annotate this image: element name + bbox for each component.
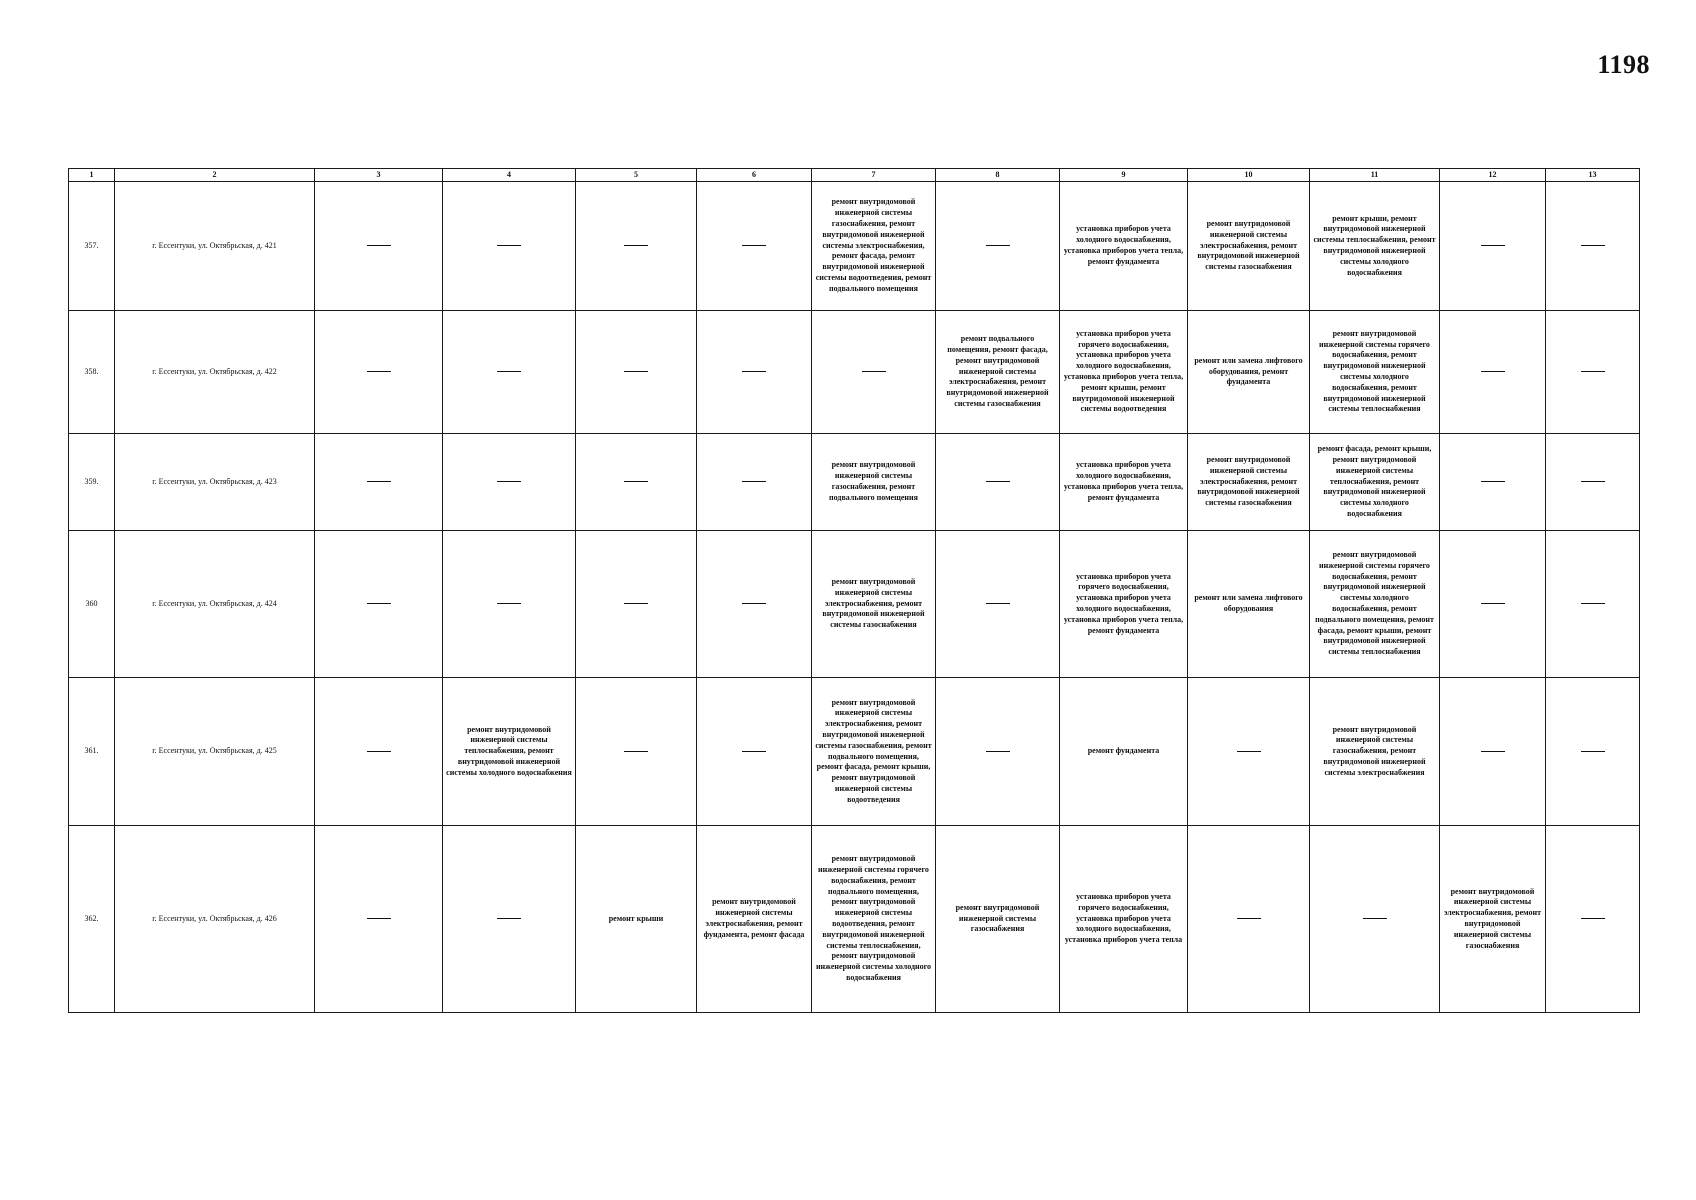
work-cell-col-7: ремонт внутридомовой инженерной системы газоснабжения, ремонт подвального помещения	[812, 434, 936, 531]
dash-mark	[986, 751, 1010, 752]
empty-cell-col-13	[1546, 826, 1640, 1013]
empty-cell-col-3	[315, 434, 443, 531]
row-number: 361.	[69, 678, 115, 826]
table-row	[69, 182, 1640, 311]
table-row	[69, 531, 1640, 678]
empty-cell-col-10	[1188, 678, 1310, 826]
row-number: 359.	[69, 434, 115, 531]
empty-cell-col-4	[443, 531, 576, 678]
work-cell-col-9: установка приборов учета холодного водоснабжения, установка приборов учета тепла, ремонт фундамента	[1060, 434, 1188, 531]
col-header-10: 10	[1188, 169, 1310, 182]
dash-mark	[1237, 751, 1261, 752]
dash-mark	[1481, 603, 1505, 604]
empty-cell-col-13	[1546, 434, 1640, 531]
empty-cell-col-4	[443, 311, 576, 434]
address-cell: г. Ессентуки, ул. Октябрьская, д. 425	[115, 678, 315, 826]
work-cell-col-6: ремонт внутридомовой инженерной системы электроснабжения, ремонт фундамента, ремонт фасада	[697, 826, 812, 1013]
col-header-1: 1	[69, 169, 115, 182]
empty-cell-col-3	[315, 826, 443, 1013]
work-cell-col-12: ремонт внутридомовой инженерной системы электроснабжения, ремонт внутридомовой инженерной системы газоснабжения	[1440, 826, 1546, 1013]
empty-cell-col-12	[1440, 182, 1546, 311]
dash-mark	[624, 481, 648, 482]
page-number: 1198	[1597, 50, 1650, 79]
table-body	[69, 182, 1640, 1013]
empty-cell-col-6	[697, 531, 812, 678]
empty-cell-col-13	[1546, 182, 1640, 311]
dash-mark	[367, 245, 391, 246]
work-cell-col-11: ремонт фасада, ремонт крыши, ремонт внутридомовой инженерной системы теплоснабжения, ремонт внутридомовой инженерной системы холодного водоснабжения	[1310, 434, 1440, 531]
empty-cell-col-5	[576, 531, 697, 678]
empty-cell-col-4	[443, 434, 576, 531]
dash-mark	[624, 751, 648, 752]
table-row	[69, 826, 1640, 1013]
dash-mark	[1581, 603, 1605, 604]
dash-mark	[742, 245, 766, 246]
dash-mark	[986, 481, 1010, 482]
empty-cell-col-5	[576, 311, 697, 434]
col-header-5: 5	[576, 169, 697, 182]
table-row	[69, 678, 1640, 826]
dash-mark	[497, 603, 521, 604]
row-number: 357.	[69, 182, 115, 311]
dash-mark	[624, 603, 648, 604]
col-header-6: 6	[697, 169, 812, 182]
dash-mark	[1481, 481, 1505, 482]
work-cell-col-8: ремонт подвального помещения, ремонт фасада, ремонт внутридомовой инженерной системы электроснабжения, ремонт внутридомовой инженерной системы газоснабжения	[936, 311, 1060, 434]
dash-mark	[624, 245, 648, 246]
work-cell-col-9: установка приборов учета горячего водоснабжения, установка приборов учета холодного водоснабжения, установка приборов учета тепла, ремонт крыши, ремонт внутридомовой инженерной системы водоотведения	[1060, 311, 1188, 434]
dash-mark	[1581, 918, 1605, 919]
dash-mark	[497, 481, 521, 482]
work-cell-col-9: установка приборов учета горячего водоснабжения, установка приборов учета холодного водоснабжения, установка приборов учета тепла, ремонт фундамента	[1060, 531, 1188, 678]
work-cell-col-5: ремонт крыши	[576, 826, 697, 1013]
work-cell-col-9: установка приборов учета холодного водоснабжения, установка приборов учета тепла, ремонт фундамента	[1060, 182, 1188, 311]
empty-cell-col-8	[936, 678, 1060, 826]
repair-schedule-table	[68, 168, 1640, 1013]
empty-cell-col-6	[697, 182, 812, 311]
work-cell-col-10: ремонт внутридомовой инженерной системы электроснабжения, ремонт внутридомовой инженерной системы газоснабжения	[1188, 434, 1310, 531]
dash-mark	[1581, 751, 1605, 752]
empty-cell-col-12	[1440, 434, 1546, 531]
work-cell-col-10: ремонт или замена лифтового оборудования	[1188, 531, 1310, 678]
dash-mark	[497, 918, 521, 919]
empty-cell-col-4	[443, 826, 576, 1013]
dash-mark	[1581, 481, 1605, 482]
empty-cell-col-6	[697, 311, 812, 434]
table-row	[69, 434, 1640, 531]
dash-mark	[742, 603, 766, 604]
col-header-7: 7	[812, 169, 936, 182]
empty-cell-col-11	[1310, 826, 1440, 1013]
col-header-8: 8	[936, 169, 1060, 182]
work-cell-col-7: ремонт внутридомовой инженерной системы электроснабжения, ремонт внутридомовой инженерной системы газоснабжения, ремонт подвального помещения, ремонт фасада, ремонт крыши, ремонт внутридомовой инженерной системы водоотведения	[812, 678, 936, 826]
empty-cell-col-13	[1546, 311, 1640, 434]
empty-cell-col-12	[1440, 678, 1546, 826]
dash-mark	[367, 918, 391, 919]
col-header-9: 9	[1060, 169, 1188, 182]
col-header-4: 4	[443, 169, 576, 182]
dash-mark	[742, 371, 766, 372]
dash-mark	[862, 371, 886, 372]
col-header-12: 12	[1440, 169, 1546, 182]
dash-mark	[367, 603, 391, 604]
work-cell-col-7: ремонт внутридомовой инженерной системы горячего водоснабжения, ремонт подвального помещения, ремонт внутридомовой инженерной системы водоотведения, ремонт внутридомовой инженерной системы теплоснабжения, ремонт внутридомовой инженерной системы холодного водоснабжения	[812, 826, 936, 1013]
dash-mark	[367, 481, 391, 482]
empty-cell-col-7	[812, 311, 936, 434]
work-cell-col-11: ремонт внутридомовой инженерной системы горячего водоснабжения, ремонт внутридомовой инженерной системы холодного водоснабжения, ремонт внутридомовой инженерной системы теплоснабжения	[1310, 311, 1440, 434]
dash-mark	[367, 371, 391, 372]
row-number: 358.	[69, 311, 115, 434]
empty-cell-col-5	[576, 182, 697, 311]
dash-mark	[497, 245, 521, 246]
empty-cell-col-3	[315, 182, 443, 311]
table-row	[69, 311, 1640, 434]
address-cell: г. Ессентуки, ул. Октябрьская, д. 426	[115, 826, 315, 1013]
col-header-13: 13	[1546, 169, 1640, 182]
empty-cell-col-5	[576, 678, 697, 826]
empty-cell-col-8	[936, 434, 1060, 531]
empty-cell-col-12	[1440, 531, 1546, 678]
empty-cell-col-8	[936, 182, 1060, 311]
work-cell-col-9: установка приборов учета горячего водоснабжения, установка приборов учета холодного водоснабжения, установка приборов учета тепла	[1060, 826, 1188, 1013]
dash-mark	[497, 371, 521, 372]
empty-cell-col-13	[1546, 678, 1640, 826]
dash-mark	[624, 371, 648, 372]
dash-mark	[1363, 918, 1387, 919]
work-cell-col-7: ремонт внутридомовой инженерной системы электроснабжения, ремонт внутридомовой инженерной системы газоснабжения	[812, 531, 936, 678]
dash-mark	[1481, 751, 1505, 752]
row-number: 362.	[69, 826, 115, 1013]
dash-mark	[742, 751, 766, 752]
column-number-row	[69, 169, 1640, 182]
work-cell-col-4: ремонт внутридомовой инженерной системы теплоснабжения, ремонт внутридомовой инженерной системы холодного водоснабжения	[443, 678, 576, 826]
empty-cell-col-6	[697, 678, 812, 826]
dash-mark	[986, 603, 1010, 604]
dash-mark	[1581, 371, 1605, 372]
work-cell-col-11: ремонт крыши, ремонт внутридомовой инженерной системы теплоснабжения, ремонт внутридомовой инженерной системы холодного водоснабжения	[1310, 182, 1440, 311]
empty-cell-col-8	[936, 531, 1060, 678]
col-header-3: 3	[315, 169, 443, 182]
dash-mark	[1237, 918, 1261, 919]
address-cell: г. Ессентуки, ул. Октябрьская, д. 424	[115, 531, 315, 678]
address-cell: г. Ессентуки, ул. Октябрьская, д. 422	[115, 311, 315, 434]
empty-cell-col-4	[443, 182, 576, 311]
work-cell-col-8: ремонт внутридомовой инженерной системы газоснабжения	[936, 826, 1060, 1013]
work-cell-col-11: ремонт внутридомовой инженерной системы газоснабжения, ремонт внутридомовой инженерной системы электроснабжения	[1310, 678, 1440, 826]
dash-mark	[1481, 371, 1505, 372]
empty-cell-col-6	[697, 434, 812, 531]
work-cell-col-10: ремонт или замена лифтового оборудования, ремонт фундамента	[1188, 311, 1310, 434]
dash-mark	[986, 245, 1010, 246]
work-cell-col-11: ремонт внутридомовой инженерной системы горячего водоснабжения, ремонт внутридомовой инженерной системы холодного водоснабжения, ремонт подвального помещения, ремонт фасада, ремонт крыши, ремонт внутридомовой инженерной системы теплоснабжения	[1310, 531, 1440, 678]
col-header-2: 2	[115, 169, 315, 182]
row-number: 360	[69, 531, 115, 678]
work-cell-col-9: ремонт фундамента	[1060, 678, 1188, 826]
dash-mark	[1581, 245, 1605, 246]
empty-cell-col-3	[315, 531, 443, 678]
work-cell-col-7: ремонт внутридомовой инженерной системы газоснабжения, ремонт внутридомовой инженерной системы электроснабжения, ремонт фасада, ремонт внутридомовой инженерной системы водоотведения, ремонт подвального помещения	[812, 182, 936, 311]
work-cell-col-10: ремонт внутридомовой инженерной системы электроснабжения, ремонт внутридомовой инженерной системы газоснабжения	[1188, 182, 1310, 311]
empty-cell-col-5	[576, 434, 697, 531]
empty-cell-col-12	[1440, 311, 1546, 434]
empty-cell-col-10	[1188, 826, 1310, 1013]
dash-mark	[742, 481, 766, 482]
col-header-11: 11	[1310, 169, 1440, 182]
address-cell: г. Ессентуки, ул. Октябрьская, д. 423	[115, 434, 315, 531]
dash-mark	[1481, 245, 1505, 246]
dash-mark	[367, 751, 391, 752]
address-cell: г. Ессентуки, ул. Октябрьская, д. 421	[115, 182, 315, 311]
empty-cell-col-3	[315, 678, 443, 826]
empty-cell-col-3	[315, 311, 443, 434]
empty-cell-col-13	[1546, 531, 1640, 678]
